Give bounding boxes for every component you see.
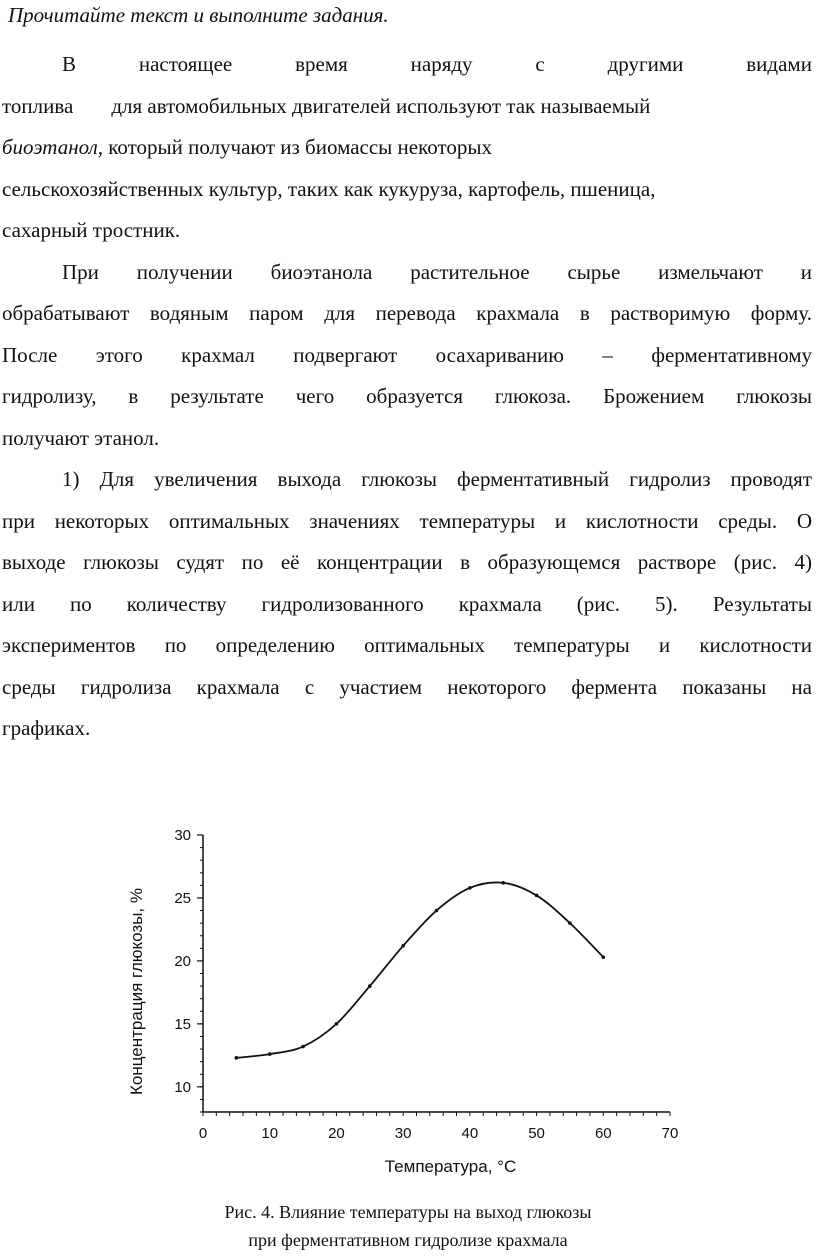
- paragraph-1-line-4: сельскохозяйственных культур, таких как кукуруза, картофель, пшеница,: [2, 176, 656, 201]
- x-tick-label: 70: [661, 1125, 679, 1142]
- text-fragment: , который получают из биомассы некоторых: [97, 135, 492, 159]
- paragraph-1-line-3: [2, 127, 812, 169]
- word: наряду: [410, 52, 473, 76]
- y-tick-label: 25: [174, 889, 191, 907]
- instruction-text: Прочитайте текст и выполните задания.: [8, 3, 389, 27]
- word: настоящее: [138, 52, 233, 76]
- x-tick-label: 10: [261, 1125, 279, 1142]
- y-axis-label: Концентрация глюкозы, %: [127, 888, 146, 1095]
- figure-caption-line-2: при ферментативном гидролизе крахмала: [248, 1230, 568, 1250]
- word: топлива: [2, 93, 74, 118]
- x-axis-label: Температура, °C: [384, 1157, 517, 1176]
- data-point: [601, 955, 605, 959]
- paragraph-2-line-5: получают этанол.: [2, 425, 160, 450]
- paragraph-3-line-2: при некоторых оптимальных значениях температуры и кислотности среды. О: [2, 508, 812, 533]
- data-point: [335, 1022, 339, 1026]
- data-point: [368, 984, 372, 988]
- figure-caption-line-1: Рис. 4. Влияние температуры на выход глюкозы: [224, 1202, 592, 1222]
- paragraph-3-line-6: среды гидролиза крахмала с участием некоторого фермента показаны на: [2, 674, 812, 699]
- paragraph-1-line-2: [2, 86, 812, 128]
- paragraph-1-line-1: [2, 44, 812, 86]
- body-text: [2, 44, 812, 750]
- data-point: [268, 1052, 272, 1056]
- x-tick-label: 30: [394, 1125, 412, 1142]
- paragraph-3-line-1: 1) Для увеличения выхода глюкозы ферментативный гидролиз проводят: [62, 467, 812, 491]
- word: видами: [746, 52, 812, 76]
- data-point: [568, 921, 572, 925]
- y-tick-label: 30: [174, 827, 191, 844]
- y-tick-label: 20: [174, 952, 191, 970]
- paragraph-3-line-3: выходе глюкозы судят по её концентрации в образующемся растворе (рис. 4): [2, 550, 812, 574]
- paragraph-3-line-5: экспериментов по определению оптимальных температуры и кислотности: [2, 633, 812, 657]
- y-tick-label: 15: [174, 1015, 191, 1033]
- chart-svg: [120, 815, 700, 1195]
- data-point: [401, 944, 405, 948]
- data-point: [235, 1056, 239, 1060]
- x-tick-label: 0: [198, 1125, 208, 1142]
- paragraph-2-line-4: гидролизу, в результате чего образуется глюкоза. Брожением глюкозы: [2, 384, 812, 408]
- word: другими: [607, 52, 684, 76]
- data-point: [301, 1045, 305, 1049]
- paragraph-3-line-7: графиках.: [2, 716, 91, 740]
- paragraph-3-line-4: или по количеству гидролизованного крахмала (рис. 5). Результаты: [2, 591, 812, 616]
- data-point: [501, 881, 505, 885]
- paragraph-1-line-5: сахарный тростник.: [2, 218, 181, 242]
- term-bioethanol: биоэтанол: [2, 135, 98, 159]
- y-tick-label: 10: [174, 1078, 191, 1096]
- word: время: [295, 52, 348, 76]
- x-tick-label: 20: [328, 1125, 345, 1142]
- chart-figure-4: [120, 815, 700, 1195]
- paragraph-2-line-2: обрабатывают водяным паром для перевода крахмала в растворимую форму.: [2, 301, 812, 325]
- text-fragment: для автомобильных двигателей используют так называемый: [111, 93, 651, 118]
- x-tick-label: 40: [461, 1125, 479, 1142]
- word: В: [62, 52, 77, 76]
- series-line-1: [236, 882, 603, 1057]
- paragraph-2-line-1: При получении биоэтанола растительное сырье измельчают и: [62, 259, 812, 284]
- data-point: [468, 886, 472, 890]
- word: с: [535, 52, 545, 76]
- paragraph-2-line-3: После этого крахмал подвергают осахариванию – ферментативному: [2, 342, 812, 367]
- x-tick-label: 60: [594, 1125, 612, 1142]
- x-tick-label: 50: [528, 1125, 545, 1142]
- data-point: [535, 894, 539, 898]
- data-point: [435, 909, 439, 913]
